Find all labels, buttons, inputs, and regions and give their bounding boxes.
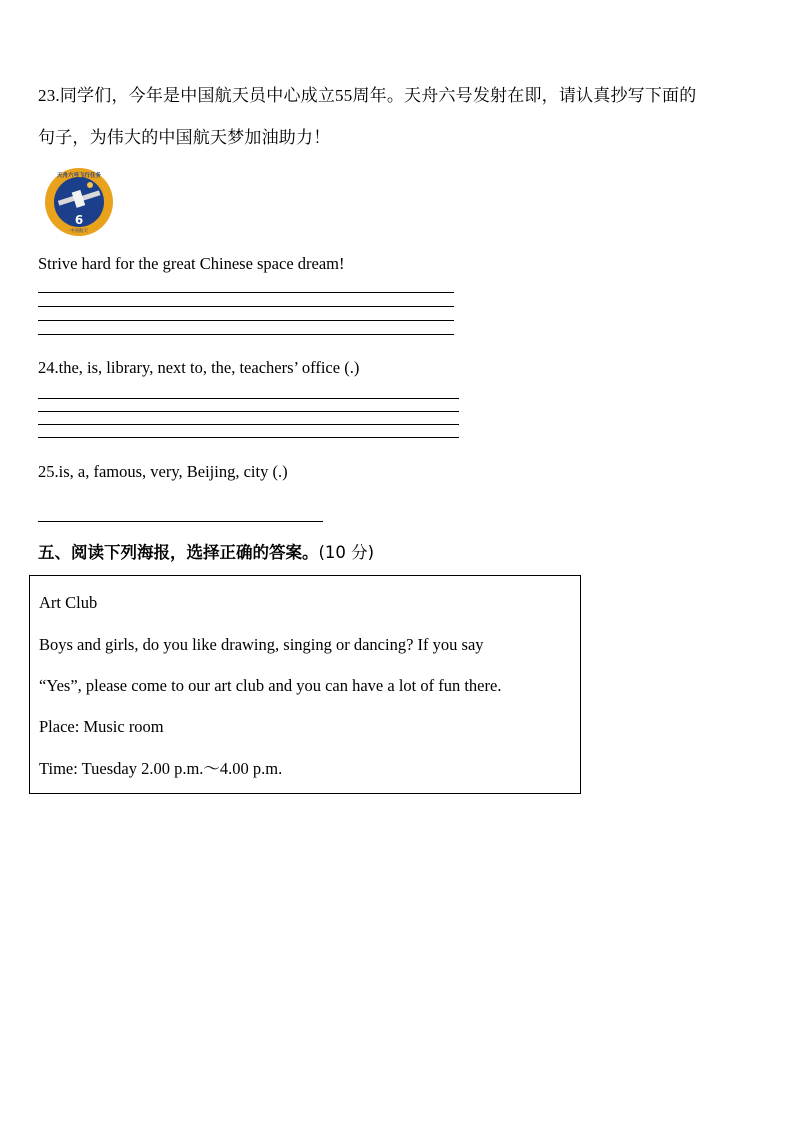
art-club-poster	[29, 575, 581, 794]
poster-title: Art Club	[39, 593, 98, 612]
writing-line	[38, 292, 454, 293]
writing-line	[38, 334, 454, 335]
writing-line	[38, 424, 459, 425]
poster-body-line-1: Boys and girls, do you like drawing, singing or dancing? If you say	[39, 635, 484, 654]
poster-body-line-2: “Yes”, please come to our art club and you can have a lot of fun there.	[39, 676, 502, 695]
writing-line	[38, 306, 454, 307]
question-23-line-1: 23.同学们，今年是中国航天员中心成立55周年。天舟六号发射在即，请认真抄写下面的	[38, 86, 697, 105]
writing-line	[38, 398, 459, 399]
question-24: 24.the, is, library, next to, the, teachers’ office (.)	[38, 358, 360, 377]
writing-line	[38, 411, 459, 412]
section-5-title: 五、阅读下列海报，选择正确的答案。	[38, 543, 319, 562]
badge-top-text: 天舟六号飞行任务	[56, 173, 102, 179]
poster-time: Time: Tuesday 2.00 p.m.～4.00 p.m.	[39, 759, 283, 778]
question-23-line-2: 句子，为伟大的中国航天梦加油助力！	[38, 128, 331, 147]
tianzhou-6-mission-badge	[38, 167, 120, 237]
poster-place: Place: Music room	[39, 717, 164, 736]
model-sentence: Strive hard for the great Chinese space dream!	[38, 254, 345, 273]
answer-line	[38, 521, 323, 522]
writing-line	[38, 320, 454, 321]
writing-line	[38, 437, 459, 438]
section-5-heading	[38, 543, 374, 563]
section-5-score: (10 分)	[318, 543, 375, 562]
badge-bottom-text: 中国航天	[70, 229, 88, 234]
badge-number: 6	[74, 213, 84, 227]
question-25: 25.is, a, famous, very, Beijing, city (.)	[38, 462, 288, 481]
